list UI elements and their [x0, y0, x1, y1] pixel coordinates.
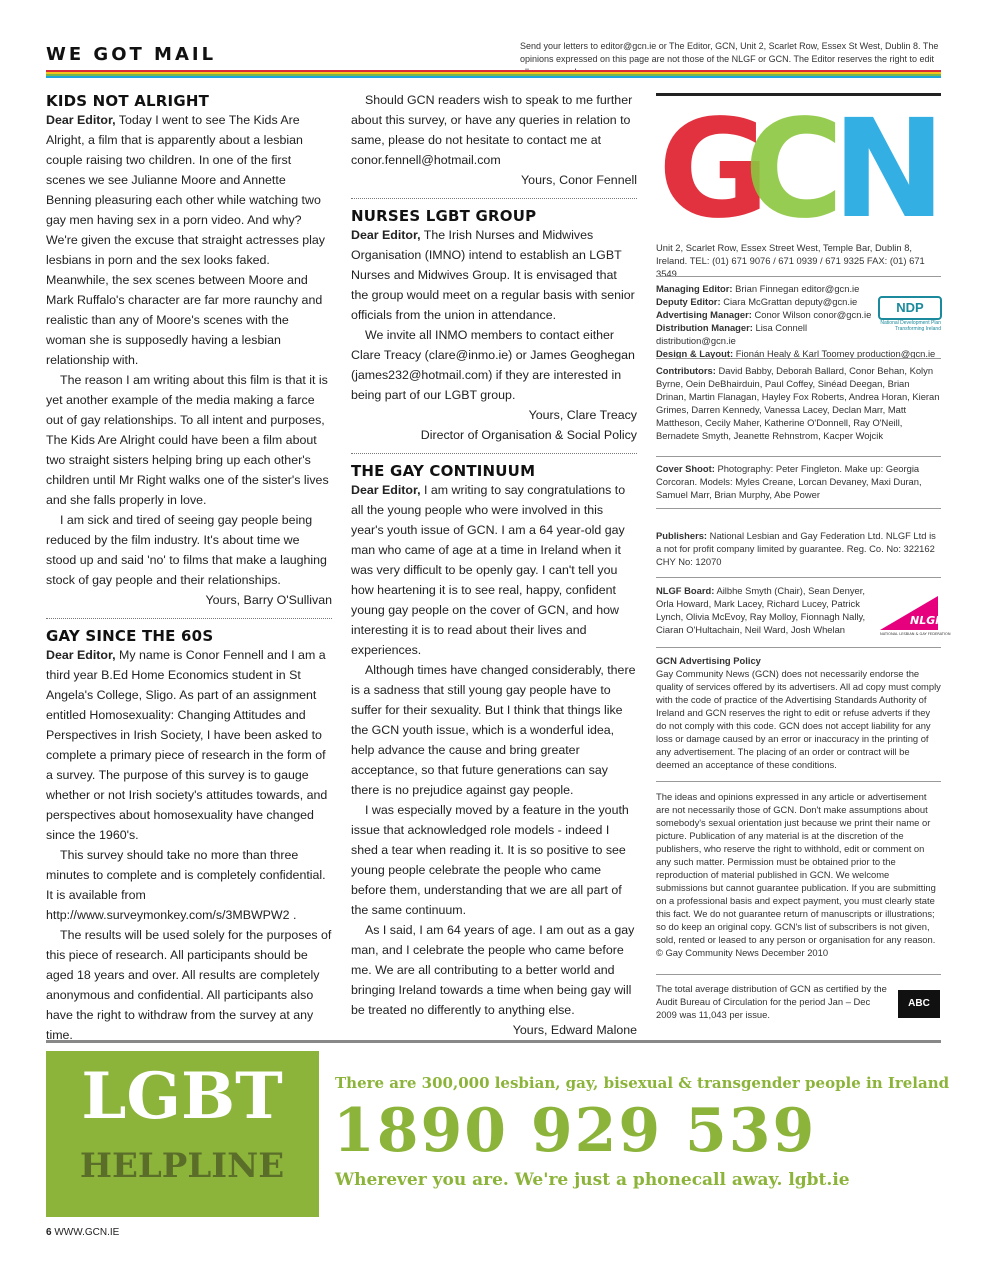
staff-role: Distribution Manager: [656, 322, 753, 333]
policy-text: Gay Community News (GCN) does not necessarily endorse the quality of services offered by its advertisers. All ad copy must comply with the code of practice of the Advertising Standards Authority of Ireland and GCN reserves the right to edit or refuse adverts if they do not comply with this code. GCN does not accept liability for any loss or damage caused by an error or inaccuracy in the printing of any advertisement. The placing of an order or contract will be deemed an acceptance of these conditions. [656, 668, 941, 770]
letter-paragraph [351, 480, 637, 660]
header-stripes [46, 70, 941, 78]
divider [656, 647, 941, 648]
nlgf-logo-caption: NATIONAL LESBIAN & GAY FEDERATION [880, 632, 951, 636]
letter-paragraph: This survey should take no more than three minutes to complete and is completely confidential. It is available from http://www.surveymonkey.com/s/3MBWPW2 . [46, 848, 326, 922]
abc-logo: ABC [898, 990, 940, 1018]
letter-paragraph [46, 110, 332, 370]
cover-credits: Photography: Peter Fingleton. Make up: Georgia Corcoran. Models: Myles Creane, Lorcan Devaney, Maxi Duran, Samuel Marr, Brian Murphy, Abe Power [656, 463, 922, 500]
letter-text: Today I went to see The Kids Are Alright, a film that is apparently about a lesbian couple raising two children. In one of the first scenes we see Julianne Moore and Annette Benning pleasuring each other while watching two gay men having sex in a porn video. And why? We're given the excuse that straight actresses play lesbians in porn and the sex looks faked. Meanwhile, the sex scenes between Moore and Mark Ruffalo's character are far more raunchy and realistic than any of Moore's scenes with the woman she is supposedly having a lesbian relationship with. [46, 113, 326, 367]
divider [351, 198, 637, 199]
column-left [46, 92, 332, 1045]
letter-signature: Yours, Edward Malone [512, 1023, 637, 1037]
letter-text: I am writing to say congratulations to all the young people who were involved in this year's youth issue of GCN. I am a 64 year-old gay man who came of age at a time in Ireland when it was very difficult to be openly gay. I can't tell you how heartening it is to see real, happy, confident young gay people on the cover of GCN, and how interesting it is to read about their lives and experiences. [351, 483, 626, 657]
letter-paragraph: The results will be used solely for the purposes of this piece of research. All participants should be aged 18 years and over. All results are completely anonymous and confidential. All participants also have the right to withdraw from the survey at any time. [46, 928, 332, 1042]
publishers-text: National Lesbian and Gay Federation Ltd. NLGF Ltd is a not for profit company limited by guarantee. Reg. Co. No: 322162 CHY No: 12070 [656, 530, 936, 567]
letter-text: The Irish Nurses and Midwives Organisation (IMNO) intend to establish an LGBT Nurses and Midwives Group. It is envisaged that the group would meet on a regular basis with senior officials from the union in attendance. [351, 228, 635, 322]
gcn-logo-art [656, 91, 946, 249]
nlgf-logo-art [880, 592, 951, 636]
ndp-caption: Transforming Ireland [895, 326, 941, 332]
letter-heading: THE GAY CONTINUUM [351, 462, 536, 480]
board-list: Ailbhe Smyth (Chair), Sean Denyer, Orla Howard, Mark Lacey, Richard Lucey, Patrick Lynch, Olivia McEvoy, Ray Molloy, Fionnagh Nally, Ciaran O'Hultachain, Neil Ward, Josh Whelan [656, 585, 866, 635]
divider [656, 974, 941, 975]
letter-lead: Dear Editor, [46, 113, 116, 127]
gcn-letter-c: C [744, 91, 844, 249]
letter-heading: NURSES LGBT GROUP [351, 207, 537, 225]
helpline-label: HELPLINE [79, 1146, 285, 1186]
divider [46, 618, 332, 619]
abc-statement: The total average distribution of GCN as certified by the Audit Bureau of Circulation for the period Jan – Dec 2009 was 11,043 per issue. [656, 983, 887, 1020]
staff-name: Lisa Connell distribution@gcn.ie [656, 322, 808, 346]
divider [351, 453, 637, 454]
header-note: Send your letters to editor@gcn.ie or The Editor, GCN, Unit 2, Scarlet Row, Essex St West, Dublin 8. The opinions expressed on this page are not those of the NLGF or GCN. The Editor reserves the right to edit [520, 41, 939, 64]
publishers [656, 529, 941, 568]
contributors [656, 364, 941, 442]
letter-lead: Dear Editor, [351, 228, 421, 242]
letter-heading: KIDS NOT ALRIGHT [46, 92, 210, 110]
staff-name: Conor Wilson conor@gcn.ie [754, 309, 872, 320]
stripe [46, 76, 941, 78]
page-number: 6 [46, 1227, 52, 1238]
letter-paragraph: Should GCN readers wish to speak to me further about this survey, or have any queries in relation to same, please do not hesitate to contact me at conor.fennell@hotmail.com [351, 93, 633, 167]
footer-site[interactable]: WWW.GCN.IE [54, 1227, 120, 1238]
address: Unit 2, Scarlet Row, Essex Street West, Temple Bar, Dublin 8, Ireland. TEL: (01) 671 9076 / 671 0939 / 671 9325 FAX: (01) 671 3549 [656, 242, 925, 279]
letter-lead: Dear Editor, [351, 483, 421, 497]
nlgf-board [656, 584, 874, 636]
staff-name: Brian Finnegan editor@gcn.ie [735, 283, 860, 294]
column-middle [351, 90, 637, 1040]
section-title: WE GOT MAIL [46, 44, 217, 65]
helpline-tagline: There are 300,000 lesbian, gay, bisexual & transgender people in Ireland [335, 1074, 950, 1092]
ndp-mark: NDP [878, 296, 942, 320]
nlgf-logo [880, 592, 951, 636]
helpline-subline: Wherever you are. We're just a phonecall away. lgbt.ie [335, 1170, 850, 1190]
letter-heading: GAY SINCE THE 60S [46, 627, 214, 645]
cover-label: Cover Shoot: [656, 463, 715, 474]
advertising-policy [656, 654, 941, 771]
letter-signature: Yours, Clare Treacy [528, 408, 637, 422]
letter-paragraph: We invite all INMO members to contact either Clare Treacy (clare@inmo.ie) or James Geoghegan (james232@hotmail.com) if they are interested in being part of our LGBT group. [351, 328, 635, 402]
letter-signature: Yours, Barry O'Sullivan [205, 593, 332, 607]
letter-paragraph: The reason I am writing about this film is that it is yet another example of the media making a farce out of gay relationships. To all intent and purposes, The Kids Are Alright could have been a film about two straight sisters helping bring up each other's children until Mr Right walks one of the sister's lives and she falls properly in love. [46, 373, 329, 507]
policy-title: GCN Advertising Policy [656, 655, 761, 666]
cover-shoot [656, 462, 941, 501]
divider [656, 508, 941, 509]
contributors-label: Contributors: [656, 365, 716, 376]
gcn-letter-g: G [658, 91, 770, 249]
letter-paragraph [351, 225, 637, 325]
ndp-logo [878, 296, 941, 332]
helpline-lgbt: LGBT [81, 1059, 283, 1134]
letter-signature-title: Director of Organisation & Social Policy [420, 428, 637, 442]
publishers-label: Publishers: [656, 530, 708, 541]
nlgf-logo-text: NLGF [910, 614, 943, 627]
staff-name: Fionán Healy & Karl Toomey production@gcn.ie [735, 348, 936, 359]
helpline-rule [46, 1040, 941, 1043]
staff-line [656, 308, 886, 321]
staff-line [656, 321, 886, 347]
staff-role: Advertising Manager: [656, 309, 752, 320]
letter-paragraph: Although times have changed considerably, there is a sadness that still young gay people have to suffer for their sexuality. But I think that things like the GCN youth issue, which is a wonderful idea, help advance the cause and bring greater acceptance, so that future generations can say there is no prejudice against gay people. [351, 663, 636, 797]
footer [46, 1227, 119, 1238]
staff-line [656, 282, 886, 295]
helpline-number[interactable]: 1890 929 539 [333, 1096, 817, 1166]
staff-role: Deputy Editor: [656, 296, 721, 307]
board-label: NLGF Board: [656, 585, 715, 596]
gcn-letter-n: N [832, 91, 946, 249]
letter-signature: Yours, Conor Fennell [521, 173, 637, 187]
divider [656, 358, 941, 359]
letter-paragraph [46, 645, 332, 845]
divider [656, 456, 941, 457]
letter-text: My name is Conor Fennell and I am a third year B.Ed Home Economics student in St Angela's College, Sligo. As part of an assignment entitled Homosexuality: Changing Attitudes and Perspectives in Irish Society, I have been asked to complete a primary piece of research in the form of a survey. The purpose of this survey is to gauge whether or not Irish society's attitudes towards, and perspectives about homosexuality have changed since the 1960's. [46, 648, 328, 842]
staff-role: Design & Layout: [656, 348, 734, 359]
staff-name: Ciara McGrattan deputy@gcn.ie [723, 296, 858, 307]
divider [656, 781, 941, 782]
gcn-logo [656, 91, 946, 249]
divider [656, 276, 941, 277]
letter-paragraph: I am sick and tired of seeing gay people being reduced by the film industry. It's about time we stood up and said 'no' to films that make a laughing stock of gay people and their relationships. [46, 513, 327, 587]
staff-line [656, 295, 886, 308]
letter-paragraph: I was especially moved by a feature in the youth issue that acknowledged role models - indeed I shed a tear when reading it. It is so positive to see young people celebrate the people who came before them, understanding that we are all part of the same continuum. [351, 803, 629, 917]
contributors-list: David Babby, Deborah Ballard, Conor Behan, Kolyn Byrne, Oein DeBhairduin, Paul Coffey, Sinéad Deegan, Brian Drinan, Martin Flanagan, Hayley Fox Roberts, Andrea Horan, Kieran Grimes, Darren Kennedy, Vanessa Lacey, Declan Marr, Matt Mattheson, Cecily Maher, Katherine O'Donnell, Ray O'Neill, Bernadete Smyth, Jeanette Rehnstrom, Kacper Wojcik [656, 365, 940, 441]
staff-role: Managing Editor: [656, 283, 733, 294]
divider [656, 577, 941, 578]
letter-paragraph: As I said, I am 64 years of age. I am out as a gay man, and I celebrate the people who came before me. We are all contributing to a better world and bringing Ireland towards a time when being gay will be treated no differently to anything else. [351, 923, 635, 1017]
ndp-caption: National Development Plan [880, 320, 941, 326]
letter-lead: Dear Editor, [46, 648, 116, 662]
disclaimer: The ideas and opinions expressed in any article or advertisement are not necessarily those of GCN. Don't make assumptions about somebody's sexual orientation just because we print their name or picture. Publication of any material is at the discretion of the publishers, who reserve the right to withhold, edit or comment on any such matter. Permission must be obtained prior to the reproduction of material published in GCN. We welcome submissions but cannot guarantee publication. If you are submitting on a professional basis and expect payment, you must clearly state this fact. We do not guarantee return of manuscripts or illustrations; so do keep an original copy. GCN's list of subscribers is not given, sold, rented or leased to any person or organisation for any reason. © Gay Community News December 2010 [656, 791, 936, 958]
